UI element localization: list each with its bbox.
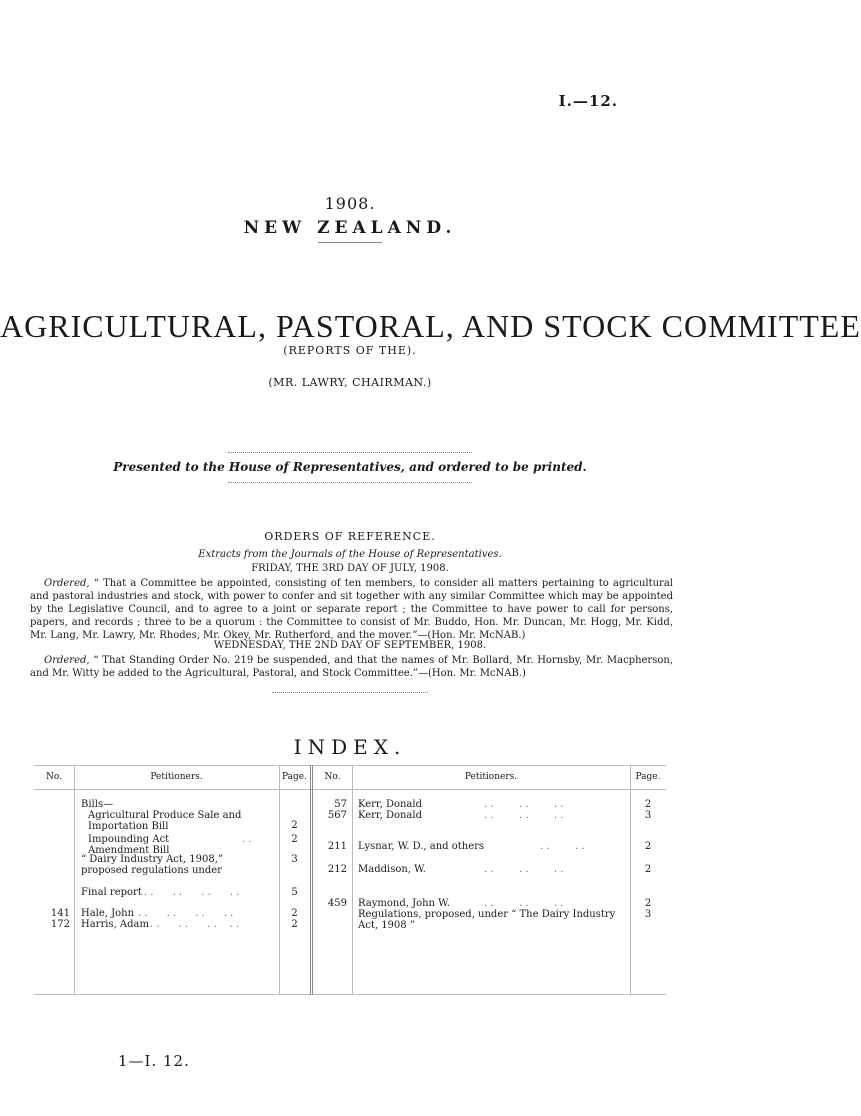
page-footer: 1—I. 12. [118, 1052, 190, 1070]
petition-number: 212 [327, 864, 347, 875]
report-subtitle: (REPORTS OF THE). [283, 344, 417, 357]
col-no-left: No. [46, 772, 62, 782]
column-rule [74, 765, 75, 995]
col-petitioners-left: Petitioners. [150, 772, 203, 782]
page-number: 2 [291, 834, 298, 845]
page-number: 2 [644, 799, 652, 810]
table-top-rule [34, 765, 666, 766]
presented-line: Presented to the House of Representatives, and ordered to be printed. [113, 460, 587, 474]
petition-number: 459 [327, 898, 347, 909]
page-number: 2 [644, 898, 652, 909]
dot-leader: . . . . . . [484, 864, 564, 875]
order-paragraph-1 [30, 577, 673, 642]
order-date-2: WEDNESDAY, THE 2ND DAY OF SEPTEMBER, 1908. [213, 640, 487, 651]
index-table [34, 765, 666, 995]
page-number: 2 [291, 919, 298, 930]
order-paragraph-2 [30, 654, 673, 680]
col-no-right: No. [324, 772, 341, 782]
dot-leader: . . . . . . [484, 898, 564, 909]
table-header-rule [34, 789, 666, 790]
list-item: Lysnar, W. D., and others [358, 841, 485, 852]
divider [228, 482, 472, 483]
column-rule [352, 765, 353, 995]
petition-number: 567 [327, 810, 347, 821]
col-petitioners-right: Petitioners. [464, 772, 518, 782]
page-number: 5 [291, 887, 298, 898]
dot-leader: . . . . . . [484, 799, 564, 810]
list-item: Agricultural Produce Sale and Importation Bill [88, 810, 242, 832]
list-item: Maddison, W. [358, 864, 426, 875]
list-item: Hale, John [81, 908, 135, 919]
list-item: Impounding Act Amendment Bill [88, 834, 170, 856]
order-date-1: FRIDAY, THE 3RD DAY OF JULY, 1908. [251, 563, 449, 574]
page-number: 2 [291, 820, 298, 831]
divider [272, 692, 428, 693]
petition-number: 211 [327, 841, 347, 852]
page-number: 2 [291, 908, 298, 919]
list-item: Final report [81, 887, 142, 898]
page-number: 3 [644, 909, 652, 920]
col-page-right: Page. [635, 772, 661, 782]
table-bottom-rule [34, 994, 666, 995]
col-page-left: Page. [282, 772, 307, 782]
document-year: 1908. [324, 194, 376, 213]
report-title: AGRICULTURAL, PASTORAL, AND STOCK COMMITTEE [0, 308, 861, 344]
dot-leader: . . . . . . . . [138, 908, 234, 919]
dot-leader: . . . . [540, 841, 585, 852]
list-item: “ Dairy Industry Act, 1908,” proposed regulations under [81, 854, 224, 876]
page-number: 3 [644, 810, 652, 821]
page-number: 2 [644, 864, 652, 875]
order-text: “ That a Committee be appointed, consisting of ten members, to consider all matters pertaining to agricultural and pastoral industries and stock, with power to confer and sit together with any similar Committee which may be appointed by the Legislative Council, and to agree to a joint or separate report ; the Committee to have power to call for persons, papers, and records ; three to be a quorum : the Committee to consist of Mr. Buddo, Hon. Mr. Duncan, Mr. Hogg, Mr. Kidd, Mr. Lang, Mr. Lawry, Mr. Rhodes, Mr. Okey, Mr. Rutherford, and the mover.”—(Hon. Mr. McNAB.) [30, 578, 673, 641]
divider [228, 452, 472, 453]
order-text: “ That Standing Order No. 219 be suspended, and that the names of Mr. Bollard, Mr. Hornsby, Mr. Macpherson, and Mr. Witty be added to the Agricultural, Pastoral, and Stock Committee.”—(Hon. Mr. McNAB.) [30, 655, 673, 679]
page-number: 3 [291, 854, 298, 865]
list-item: Kerr, Donald [358, 810, 422, 821]
dot-leader: . . [242, 834, 252, 845]
list-item: Bills— [81, 799, 114, 810]
petition-number: 172 [50, 919, 70, 930]
page-number: 2 [644, 841, 652, 852]
orders-heading: ORDERS OF REFERENCE. [264, 530, 436, 543]
column-rule [279, 765, 280, 995]
list-item: Raymond, John W. [358, 898, 450, 909]
dot-leader: . . . . . . [484, 810, 564, 821]
list-item: Harris, Adam [81, 919, 149, 930]
document-reference: I.—12. [558, 92, 618, 110]
dot-leader: . . . . . . . . [150, 919, 240, 930]
list-item: Kerr, Donald [358, 799, 422, 810]
petition-number: 57 [334, 799, 347, 810]
ordered-label: Ordered, [44, 578, 90, 589]
divider [318, 242, 382, 243]
extracts-line: Extracts from the Journals of the House of Representatives. [198, 549, 502, 560]
chairman-line: (MR. LAWRY, CHAIRMAN.) [268, 376, 432, 389]
dot-leader: . . . . . . . . [144, 887, 240, 898]
index-heading: INDEX. [293, 735, 407, 759]
country-heading: NEW ZEALAND. [243, 218, 457, 238]
list-item: Regulations, proposed, under “ The Dairy Industry Act, 1908 ” [358, 909, 616, 931]
petition-number: 141 [50, 908, 70, 919]
ordered-label: Ordered, [44, 655, 90, 666]
